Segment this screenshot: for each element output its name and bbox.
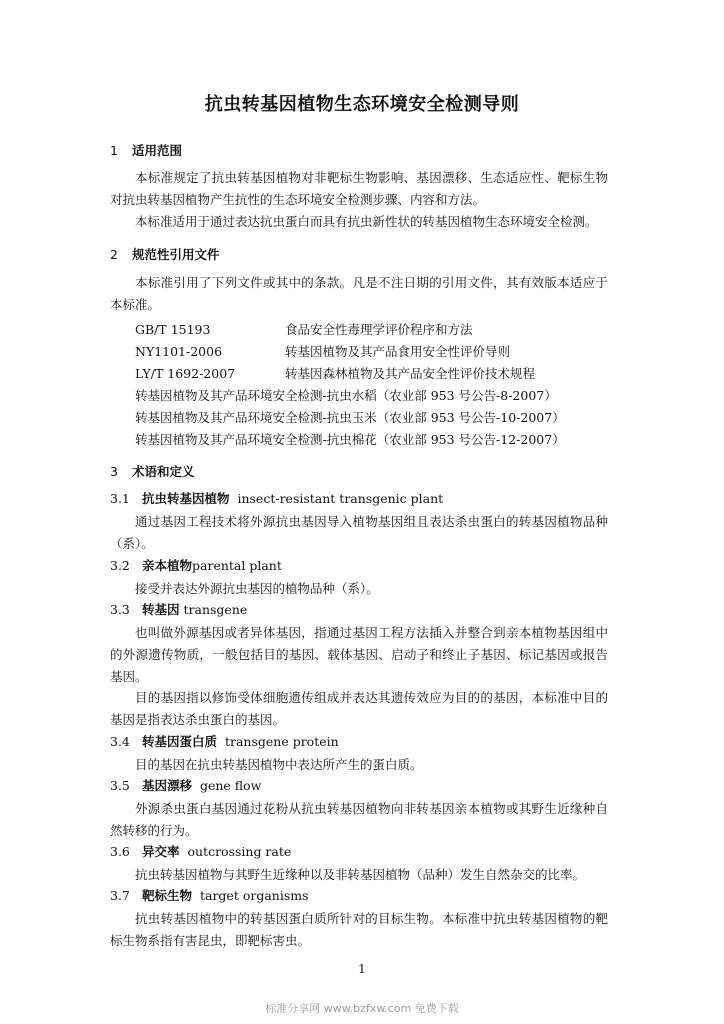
term-cn: 转基因 <box>142 602 180 617</box>
term-number: 3.5 <box>110 778 130 793</box>
term-heading <box>110 732 339 750</box>
paragraph: 目的基因指以修饰受体细胞遗传组成并表达其遗传效应为目的的基因，本标准中目的基因是指表达杀虫蛋白的基因。 <box>110 690 608 727</box>
reference-name: 转基因植物及其产品食用安全性评价导则 <box>285 344 511 359</box>
reference-name: 转基因森林植物及其产品安全性评价技术规程 <box>285 366 536 381</box>
paragraph: 通过基因工程技术将外源抗虫基因导入植物基因组且表达杀虫蛋白的转基因植物品种（系）。 <box>110 514 608 551</box>
term-en: parental plant <box>192 558 282 573</box>
term-en: insect-resistant transgenic plant <box>237 491 444 506</box>
reference-code: GB/T 15193 <box>135 322 211 337</box>
term-en: target organisms <box>199 888 309 903</box>
section-number: 3 <box>110 464 118 479</box>
term-heading <box>110 556 282 574</box>
term-number: 3.3 <box>110 602 130 617</box>
section-number: 2 <box>110 247 118 262</box>
section-3-heading <box>110 462 195 480</box>
term-cn: 转基因蛋白质 <box>142 734 218 749</box>
term-heading <box>110 489 443 507</box>
paragraph: 也叫做外源基因或者异体基因，指通过基因工程方法插入并整合到亲本植物基因组中的外源遗传物质，一般包括目的基因、载体基因、启动子和终止子基因、标记基因或报告基因。 <box>110 625 608 684</box>
reference-code: NY1101-2006 <box>135 344 223 359</box>
term-number: 3.2 <box>110 558 130 573</box>
paragraph: 目的基因在抗虫转基因植物中表达所产生的蛋白质。 <box>135 757 423 772</box>
term-heading <box>110 776 261 794</box>
term-cn: 靶标生物 <box>142 888 193 903</box>
term-cn: 基因漂移 <box>142 778 193 793</box>
term-en: transgene protein <box>224 734 339 749</box>
reference-row <box>135 320 473 338</box>
term-cn: 抗虫转基因植物 <box>142 491 230 506</box>
page-number: 1 <box>358 962 366 976</box>
term-cn: 亲本植物 <box>142 558 193 573</box>
term-en: transgene <box>183 602 248 617</box>
section-1-heading <box>110 141 182 159</box>
reference-name: 食品安全性毒理学评价程序和方法 <box>285 322 473 337</box>
term-cn: 异交率 <box>142 844 180 859</box>
paragraph: 本标准适用于通过表达抗虫蛋白而具有抗虫新性状的转基因植物生态环境安全检测。 <box>135 214 598 229</box>
section-number: 1 <box>110 143 118 158</box>
reference-row <box>135 364 535 382</box>
term-heading <box>110 842 291 860</box>
reference-code: LY/T 1692-2007 <box>135 366 236 381</box>
section-2-heading <box>110 245 220 263</box>
paragraph: 外源杀虫蛋白基因通过花粉从抗虫转基因植物向非转基因亲本植物或其野生近缘种自然转移的行为。 <box>110 801 608 838</box>
term-number: 3.1 <box>110 491 130 506</box>
reference-line: 转基因植物及其产品环境安全检测-抗虫水稻（农业部 953 号公告-8-2007） <box>135 388 557 403</box>
term-number: 3.4 <box>110 734 130 749</box>
term-en: gene flow <box>199 778 262 793</box>
document-title: 抗虫转基因植物生态环境安全检测导则 <box>204 94 520 115</box>
reference-row <box>135 342 510 360</box>
paragraph: 抗虫转基因植物中的转基因蛋白质所针对的目标生物。本标准中抗虫转基因植物的靶标生物系指有害昆虫，即靶标害虫。 <box>110 911 608 948</box>
term-number: 3.6 <box>110 844 130 859</box>
section-title: 术语和定义 <box>132 464 195 479</box>
paragraph: 抗虫转基因植物与其野生近缘种以及非转基因植物（品种）发生自然杂交的比率。 <box>135 867 586 882</box>
paragraph: 本标准引用了下列文件或其中的条款。凡是不注日期的引用文件，其有效版本适应于本标准。 <box>110 275 608 312</box>
term-heading <box>110 600 247 618</box>
reference-line: 转基因植物及其产品环境安全检测-抗虫棉花（农业部 953 号公告-12-2007） <box>135 432 565 447</box>
section-title: 适用范围 <box>132 143 183 158</box>
term-number: 3.7 <box>110 888 130 903</box>
term-en: outcrossing rate <box>187 844 292 859</box>
term-heading <box>110 886 309 904</box>
reference-line: 转基因植物及其产品环境安全检测-抗虫玉米（农业部 953 号公告-10-2007） <box>135 410 565 425</box>
paragraph: 本标准规定了抗虫转基因植物对非靶标生物影响、基因漂移、生态适应性、靶标生物对抗虫转基因植物产生抗性的生态环境安全检测步骤、内容和方法。 <box>110 170 608 207</box>
section-title: 规范性引用文件 <box>132 247 220 262</box>
footer-watermark: 标准分享网 www.bzfxw.com 免费下载 <box>265 1002 459 1015</box>
paragraph: 接受并表达外源抗虫基因的植物品种（系）。 <box>135 581 379 596</box>
